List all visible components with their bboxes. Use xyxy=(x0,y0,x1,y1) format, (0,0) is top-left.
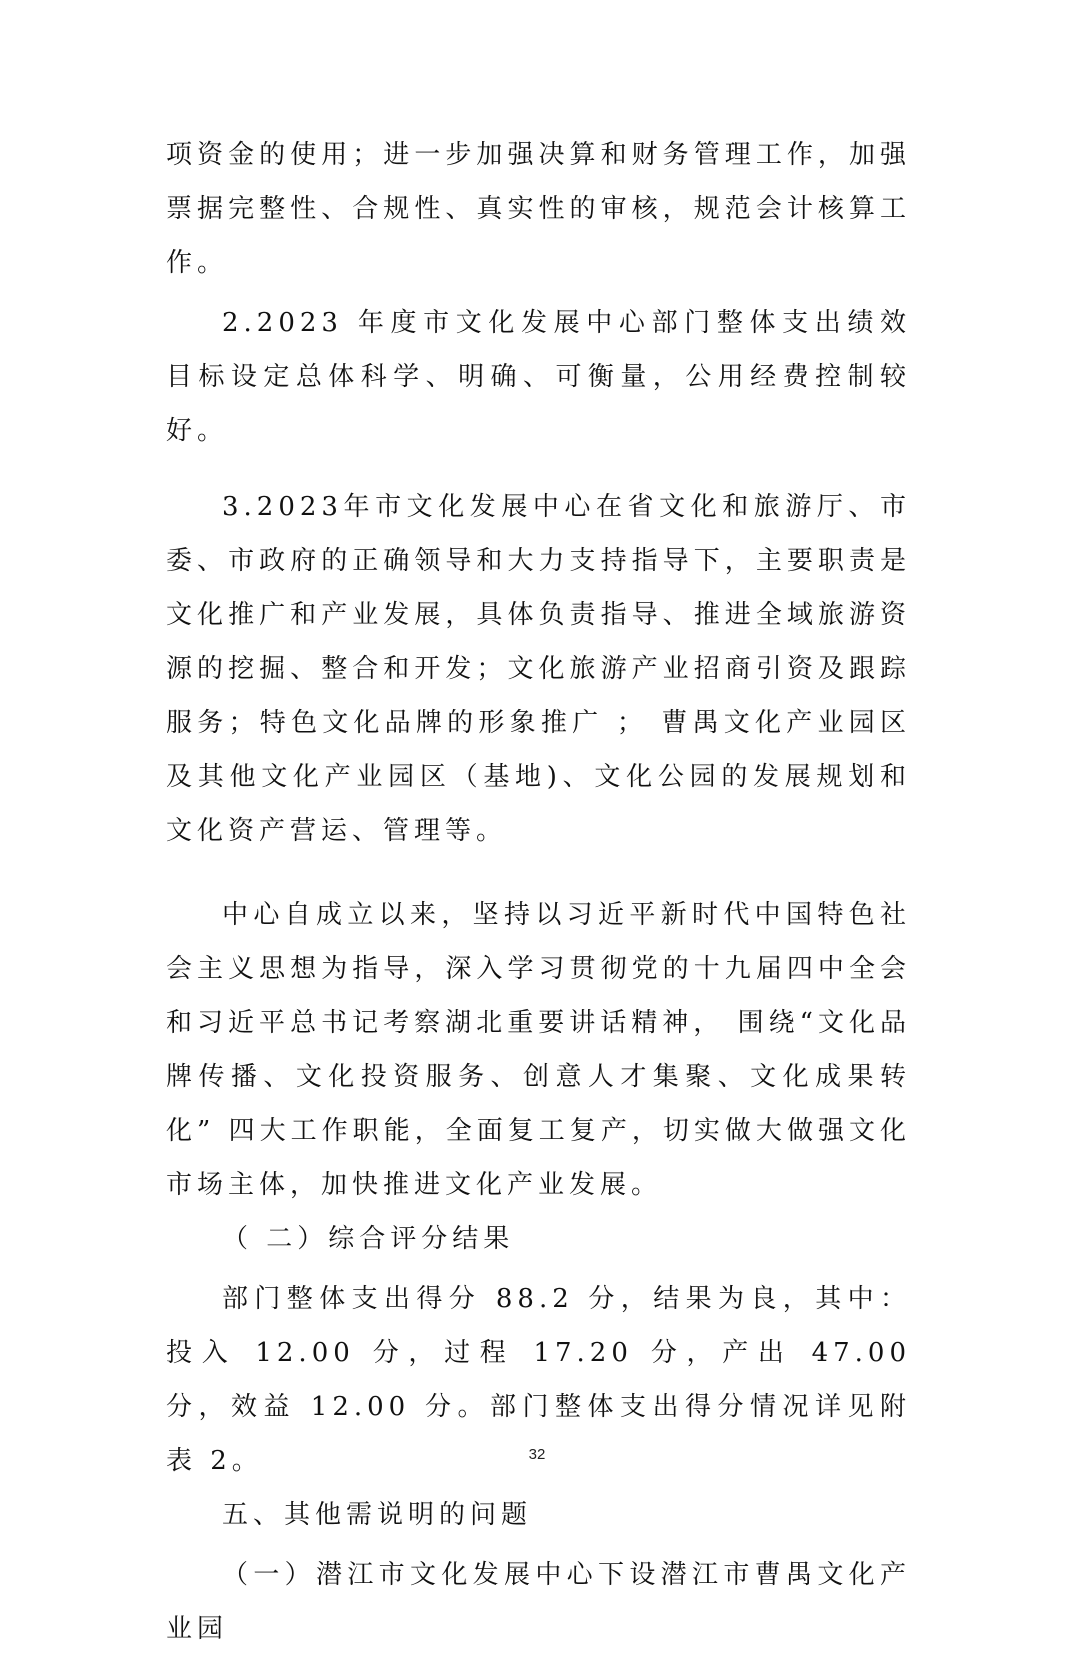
section-heading-other-issues: 五、其他需说明的问题 xyxy=(222,1500,533,1530)
paragraph-center-overview: 中心自成立以来，坚持以习近平新时代中国特色社会主义思想为指导，深入学习贯彻党的十九届四中全会和习近平总书记考察湖北重要讲话精神， 围绕“文化品牌传播、文化投资服务、创意人才集聚、文化成果转化” 四大工作职能，全面复工复产，切实做大做强文化市场主体，加快推进文化产业发展。 xyxy=(166,900,911,1200)
document-body xyxy=(166,128,911,1656)
section-heading-score-results: （ 二）综合评分结果 xyxy=(222,1224,515,1254)
paragraph-performance-targets: 2.2023 年度市文化发展中心部门整体支出绩效目标设定总体科学、明确、可衡量，公用经费控制较好。 xyxy=(166,308,911,446)
paragraph-subordinate-unit: （一）潜江市文化发展中心下设潜江市曹禺文化产业园 xyxy=(166,1560,911,1644)
paragraph-fund-usage: 项资金的使用；进一步加强决算和财务管理工作，加强票据完整性、合规性、真实性的审核，规范会计核算工作。 xyxy=(166,140,911,278)
paragraph-main-duties: 3.2023年市文化发展中心在省文化和旅游厅、市委、市政府的正确领导和大力支持指导下，主要职责是文化推广和产业发展，具体负责指导、推进全域旅游资源的挖掘、整合和开发；文化旅游产业招商引资及跟踪服务；特色文化品牌的形象推广 ； 曹禺文化产业园区及其他文化产业园区（基地)、文化公园的发展规划和文化资产营运、管理等。 xyxy=(166,492,911,846)
page-number: 32 xyxy=(528,1446,546,1463)
paragraph-score-details: 部门整体支出得分 88.2 分，结果为良，其中：投入 12.00 分，过程 17.20 分，产出 47.00 分，效益 12.00 分。部门整体支出得分情况详见附表 2。 xyxy=(166,1284,911,1476)
